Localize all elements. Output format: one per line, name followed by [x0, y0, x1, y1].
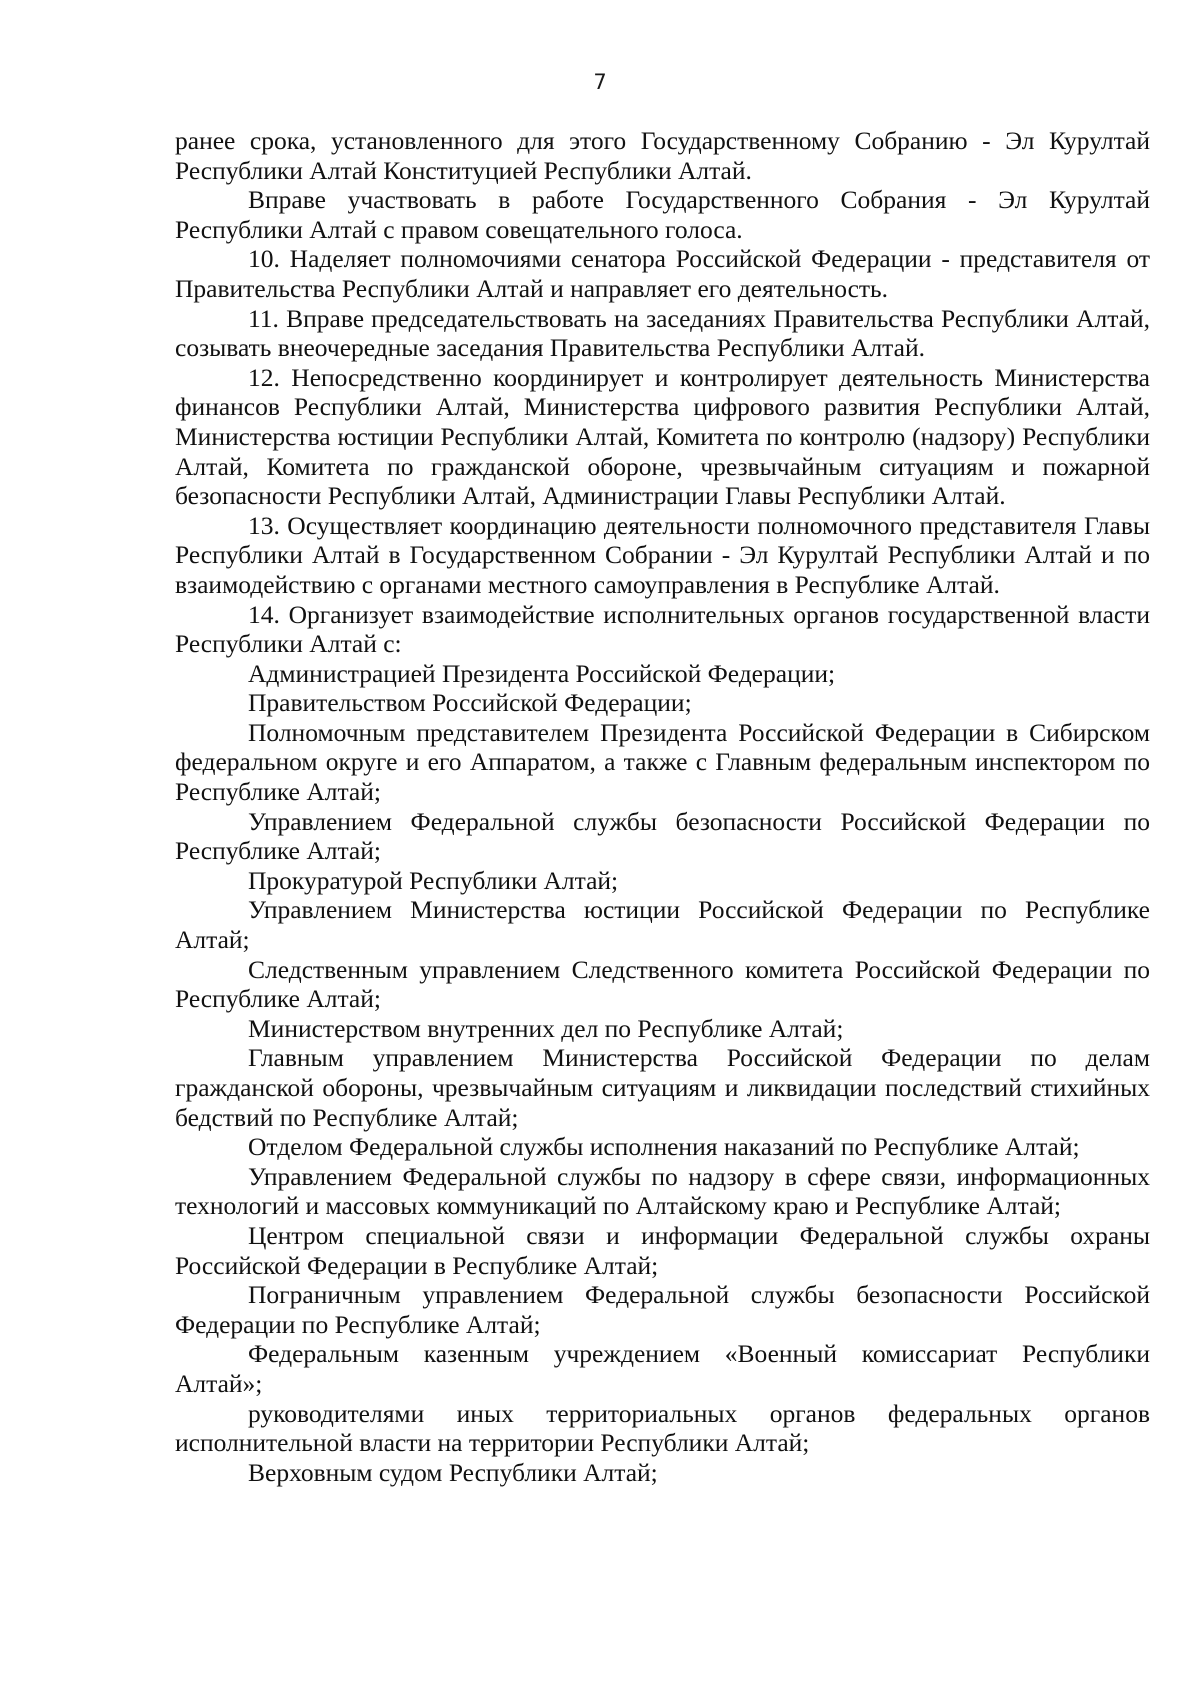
paragraph: Центром специальной связи и информации Федеральной службы охраны Российской Федерации в Республике Алтай;: [175, 1220, 1150, 1280]
paragraph: Верховным судом Республики Алтай;: [248, 1457, 658, 1487]
paragraph: Прокуратурой Республики Алтай;: [248, 865, 619, 895]
paragraph: Правительством Российской Федерации;: [248, 688, 692, 718]
paragraph: 10. Наделяет полномочиями сенатора Российской Федерации - представителя от Правительства Республики Алтай и направляет его деятельность.: [175, 244, 1150, 303]
document-body: [175, 126, 1150, 1487]
paragraph: Управлением Федеральной службы по надзору в сфере связи, информационных технологий и массовых коммуникаций по Алтайскому краю и Республике Алтай;: [175, 1161, 1150, 1221]
paragraph: 14. Организует взаимодействие исполнительных органов государственной власти Республики Алтай с:: [175, 599, 1150, 659]
paragraph: руководителями иных территориальных органов федеральных органов исполнительной власти на территории Республики Алтай;: [175, 1398, 1150, 1458]
paragraph: Министерством внутренних дел по Республике Алтай;: [248, 1013, 844, 1043]
paragraph: 12. Непосредственно координирует и контролирует деятельность Министерства финансов Республики Алтай, Министерства цифрового развития Республики Алтай, Министерства юстиции Республики Алтай, Комитета по контролю (надзору) Республики Алтай, Комитета по гражданской обороне, чрезвычайным ситуациям и пожарной безопасности Республики Алтай, Администрации Главы Республики Алтай.: [175, 362, 1150, 511]
paragraph: Пограничным управлением Федеральной службы безопасности Российской Федерации по Республике Алтай;: [175, 1280, 1150, 1339]
paragraph: 11. Вправе председательствовать на заседаниях Правительства Республики Алтай, созывать внеочередные заседания Правительства Республики Алтай.: [175, 303, 1150, 363]
paragraph: ранее срока, установленного для этого Государственному Собранию - Эл Курултай Республики Алтай Конституцией Республики Алтай.: [175, 126, 1150, 185]
paragraph: Управлением Федеральной службы безопасности Российской Федерации по Республике Алтай;: [175, 806, 1150, 866]
paragraph: Полномочным представителем Президента Российской Федерации в Сибирском федеральном округе и его Аппаратом, а также с Главным федеральным инспектором по Республике Алтай;: [175, 717, 1150, 807]
paragraph: Отделом Федеральной службы исполнения наказаний по Республике Алтай;: [248, 1132, 1080, 1162]
paragraph: Главным управлением Министерства Российской Федерации по делам гражданской обороны, чрезвычайным ситуациям и ликвидации последствий стихийных бедствий по Республике Алтай;: [175, 1043, 1150, 1132]
page-number: 7: [593, 70, 607, 94]
paragraph: Следственным управлением Следственного комитета Российской Федерации по Республике Алтай;: [175, 954, 1150, 1014]
paragraph: Вправе участвовать в работе Государственного Собрания - Эл Курултай Республики Алтай с правом совещательного голоса.: [175, 185, 1150, 244]
paragraph: 13. Осуществляет координацию деятельности полномочного представителя Главы Республики Алтай в Государственном Собрании - Эл Курултай Республики Алтай и по взаимодействию с органами местного самоуправления в Республике Алтай.: [175, 510, 1150, 599]
paragraph: Управлением Министерства юстиции Российской Федерации по Республике Алтай;: [175, 895, 1150, 955]
paragraph: Федеральным казенным учреждением «Военный комиссариат Республики Алтай»;: [175, 1339, 1150, 1398]
paragraph: Администрацией Президента Российской Федерации;: [248, 658, 836, 688]
